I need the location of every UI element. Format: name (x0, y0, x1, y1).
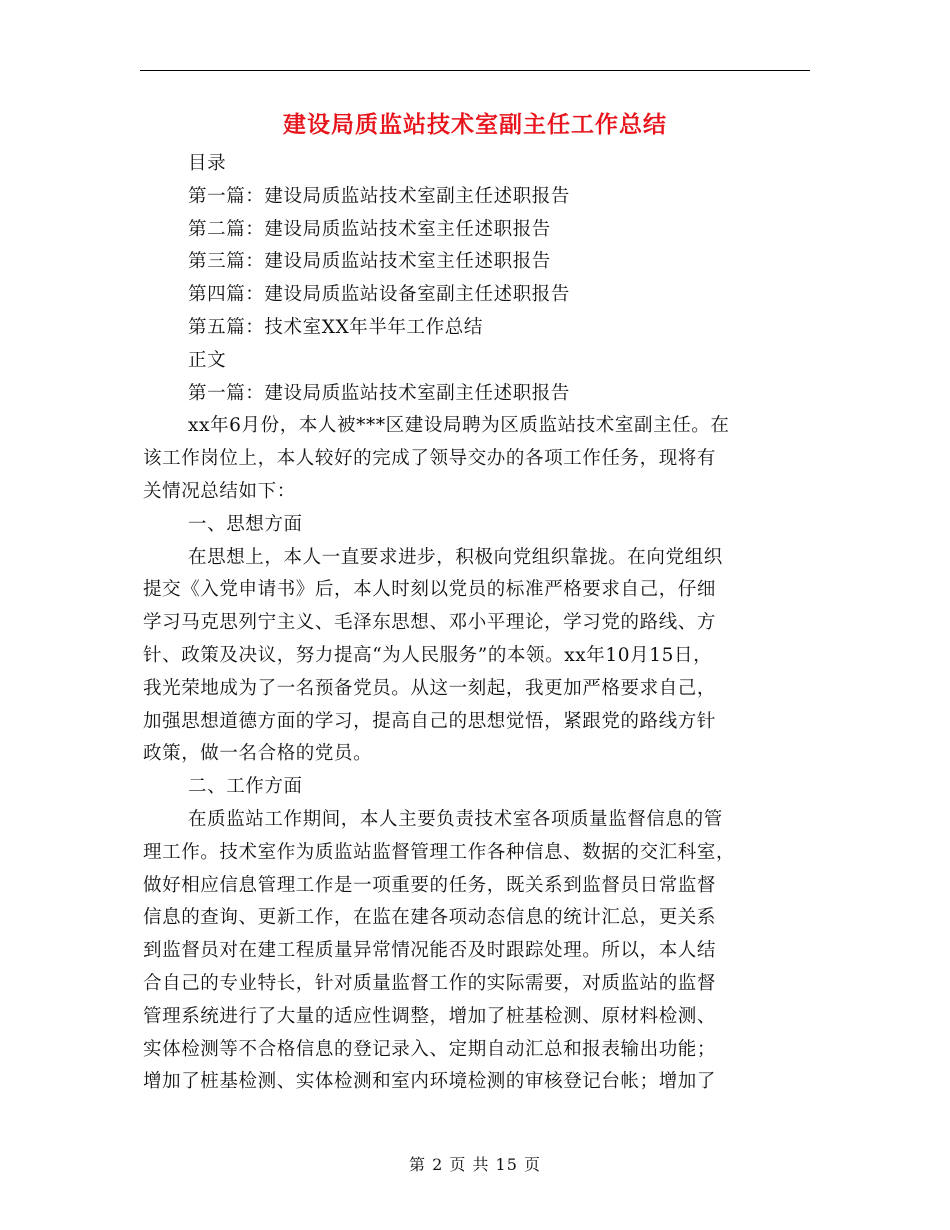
body-line: 管理系统进行了大量的适应性调整，增加了桩基检测、原材料检测、 (143, 1005, 717, 1027)
body-line: 实体检测等不合格信息的登记录入、定期自动汇总和报表输出功能； (143, 1038, 717, 1060)
body-line: 我光荣地成为了一名预备党员。从这一刻起，我更加严格要求自己， (143, 677, 717, 699)
toc-heading: 目录 (188, 153, 227, 174)
body-line: 关情况总结如下： (143, 480, 296, 502)
header-rule (140, 70, 810, 71)
toc-item: 第二篇：建设局质监站技术室主任述职报告 (188, 218, 551, 240)
toc-item: 第一篇：建设局质监站技术室副主任述职报告 (188, 185, 571, 207)
body-line: 一、思想方面 (188, 513, 303, 535)
body-line: 合自己的专业特长，针对质量监督工作的实际需要，对质监站的监督 (143, 972, 717, 994)
body-line: 在思想上，本人一直要求进步，积极向党组织靠拢。在向党组织 (188, 546, 723, 568)
body-line: 做好相应信息管理工作是一项重要的任务，既关系到监督员日常监督 (143, 874, 717, 896)
body-line: 增加了桩基检测、实体检测和室内环境检测的审核登记台帐；增加了 (143, 1071, 717, 1093)
body-line: 到监督员对在建工程质量异常情况能否及时跟踪处理。所以，本人结 (143, 940, 717, 962)
body-line: 加强思想道德方面的学习，提高自己的思想觉悟，紧跟党的路线方针 (143, 710, 717, 732)
body-line: 二、工作方面 (188, 776, 303, 798)
body-line: xx年6月份，本人被***区建设局聘为区质监站技术室副主任。在 (188, 415, 730, 437)
body-line: 理工作。技术室作为质监站监督管理工作各种信息、数据的交汇科室， (143, 841, 736, 863)
document-title: 建设局质监站技术室副主任工作总结 (283, 112, 667, 138)
article-body (143, 410, 808, 1099)
article-title: 第一篇：建设局质监站技术室副主任述职报告 (188, 382, 571, 404)
body-line: 政策，做一名合格的党员。 (143, 743, 373, 765)
page-number: 第 2 页 共 15 页 (409, 1155, 541, 1174)
body-heading: 正文 (188, 349, 227, 371)
document-body (143, 148, 808, 1099)
toc-item: 第五篇：技术室XX年半年工作总结 (188, 316, 483, 338)
body-line: 学习马克思列宁主义、毛泽东思想、邓小平理论，学习党的路线、方 (143, 612, 717, 634)
body-line: 在质监站工作期间，本人主要负责技术室各项质量监督信息的管 (188, 808, 723, 830)
body-line: 针、政策及决议，努力提高“为人民服务”的本领。xx年10月15日， (143, 644, 713, 666)
toc-item: 第三篇：建设局质监站技术室主任述职报告 (188, 251, 551, 273)
body-line: 提交《入党申请书》后，本人时刻以党员的标准严格要求自己，仔细 (143, 579, 717, 601)
body-line: 该工作岗位上，本人较好的完成了领导交办的各项工作任务，现将有 (143, 448, 717, 470)
toc-item: 第四篇：建设局质监站设备室副主任述职报告 (188, 284, 571, 306)
page-footer (0, 1152, 950, 1175)
body-line: 信息的查询、更新工作，在监在建各项动态信息的统计汇总，更关系 (143, 907, 717, 929)
